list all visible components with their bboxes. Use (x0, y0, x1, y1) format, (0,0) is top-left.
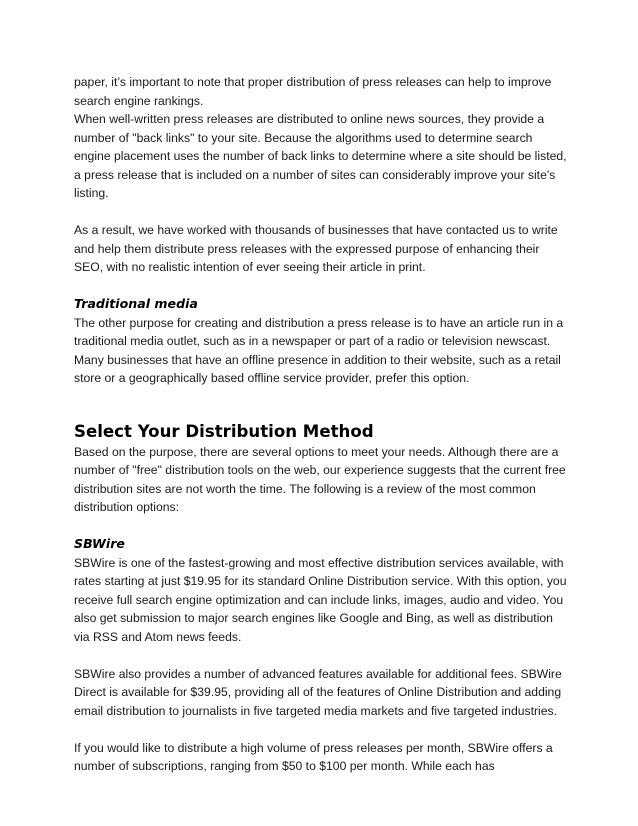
spacer (74, 646, 570, 665)
spacer (74, 203, 570, 222)
subheading-sbwire: SBWire (74, 536, 125, 551)
spacer (74, 720, 570, 739)
spacer (74, 517, 570, 536)
paragraph-back-links: When well-written press releases are distributed to online news sources, they provide a number of "back links" to your site. Because the algorithms used to determine search engine placement uses the number of back links to determine where a site should be listed, a press release that is included on a number of sites can considerably improve your site's listing. (74, 112, 567, 200)
paragraph-sbwire-advanced: SBWire also provides a number of advanced features available for additional fees. SBWire Direct is available for $39.95, providing all of the features of Online Distribution and adding email distribution to journalists in five targeted media markets and five targeted industries. (74, 666, 562, 718)
spacer (74, 388, 570, 421)
paragraph-seo-intro: paper, it’s important to note that proper distribution of press releases can help to improve search engine rankings. (74, 75, 552, 108)
section-title-distribution: Select Your Distribution Method (74, 421, 374, 441)
paragraph-traditional-media: The other purpose for creating and distribution a press release is to have an article run in a traditional media outlet, such as in a newspaper or part of a radio or television newscast. Many businesses that have an offline presence in addition to their website, such as a retail store or a geographically based offline service provider, prefer this option. (74, 315, 564, 385)
subheading-traditional-media: Traditional media (74, 296, 198, 311)
spacer (74, 277, 570, 296)
page-content (74, 73, 570, 776)
paragraph-seo-result: As a result, we have worked with thousands of businesses that have contacted us to write and help them distribute press releases with the expressed purpose of enhancing their SEO, with no realistic intention of ever seeing their article in print. (74, 223, 558, 274)
paragraph-sbwire-overview: SBWire is one of the fastest-growing and most effective distribution services available, with rates starting at just $19.95 for its standard Online Distribution service. With this option, you receive full search engine optimization and can include links, images, audio and video. You also get submission to major search engines like Google and Bing, as well as distribution via RSS and Atom news feeds. (74, 555, 567, 644)
paragraph-sbwire-subscriptions: If you would like to distribute a high volume of press releases per month, SBWire offers a number of subscriptions, ranging from $50 to $100 per month. While each has (74, 740, 553, 773)
paragraph-distribution-intro: Based on the purpose, there are several options to meet your needs. Although there are a number of "free" distribution tools on the web, our experience suggests that the current free distribution sites are not worth the time. The following is a review of the most common distribution options: (74, 444, 566, 514)
